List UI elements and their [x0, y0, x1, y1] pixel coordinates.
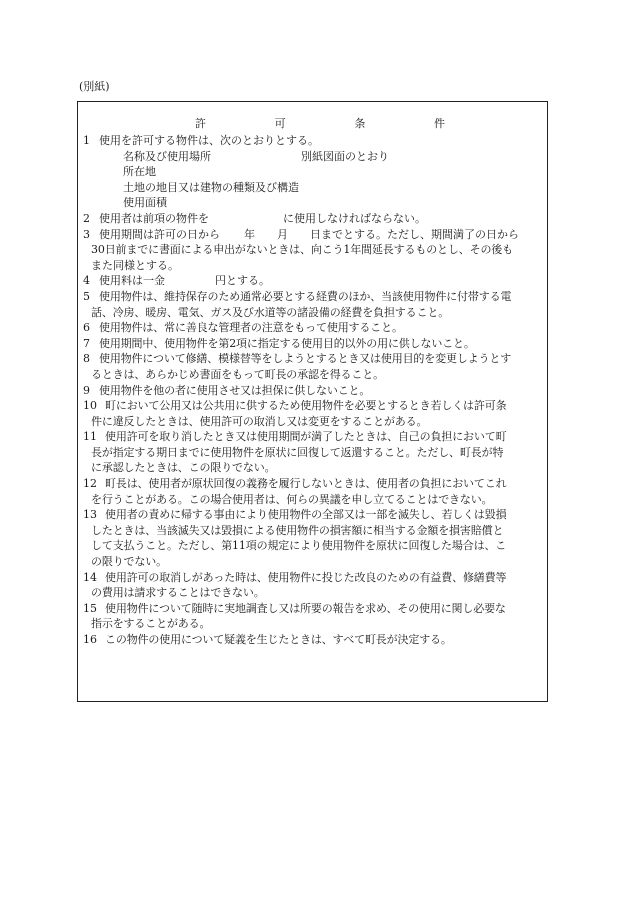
item-number: 12 [83, 477, 97, 491]
item-text: 使用物件は、維持保存のため通常必要とする経費のほか、当該使用物件に付帯する電 [99, 289, 512, 303]
item-text: に承認したときは、この限りでない。 [91, 461, 276, 475]
property-row [83, 149, 545, 165]
item-text: 使用を許可する物件は、次のとおりとする。 [99, 134, 319, 147]
item-text: 日までとする。ただし、期間満了の日から [310, 227, 519, 241]
item-text: に使用しなければならない。 [283, 211, 426, 225]
property-field-name: 名称及び使用場所 [123, 149, 211, 163]
item-text: したときは、当該滅失又は毀損による使用物件の損害額に相当する金額を損害賠償と [91, 523, 504, 537]
title-char: 可 [274, 117, 286, 130]
blank-day [288, 227, 310, 243]
item-number: 7 [83, 336, 90, 350]
item-number: 11 [83, 430, 97, 444]
item-number: 1 [83, 134, 90, 147]
condition-item [83, 289, 545, 305]
item-text: 使用許可を取り消したとき又は使用期間が満了したときは、自己の負担において町 [105, 430, 507, 444]
item-text: 使用期間は許可の日から [99, 227, 220, 241]
item-text: 使用物件について随時に実地調査し又は所要の報告を求め、その使用に関し必要な [105, 601, 506, 615]
item-text: 30日前までに書面による申出がないときは、向こう1年間延長するものとし、その後も [91, 243, 513, 257]
item-number: 9 [83, 383, 90, 397]
item-text: また同様とする。 [91, 258, 179, 272]
item-text: 年 [244, 227, 255, 241]
condition-item [83, 133, 545, 149]
item-text: を行うことがある。この場合使用者は、何らの異議を申し立てることはできない。 [91, 492, 493, 506]
property-row [83, 180, 545, 196]
condition-item [83, 336, 545, 352]
condition-item [83, 398, 545, 414]
condition-item [83, 429, 545, 445]
condition-item [83, 383, 545, 399]
item-text: 月 [277, 227, 288, 241]
property-row [83, 164, 545, 180]
property-field-name: 土地の地目又は建物の種類及び構造 [123, 180, 299, 194]
item-number: 10 [83, 399, 97, 413]
item-text: の限りでない。 [91, 555, 167, 569]
item-text: して支払うこと。ただし、第11項の規定により使用物件を原状に回復した場合は、こ [91, 539, 507, 553]
item-number: 3 [83, 227, 90, 241]
item-text: 使用物件は、常に善良な管理者の注意をもって使用すること。 [99, 321, 403, 335]
condition-item [83, 601, 545, 617]
title-char: 件 [433, 117, 445, 130]
blank-year [220, 227, 244, 243]
item-number: 4 [83, 274, 90, 288]
item-text: 件に違反したときは、使用許可の取消し又は変更をすることがある。 [91, 414, 428, 428]
item-number: 6 [83, 321, 90, 335]
title-char: 条 [354, 117, 366, 130]
title-char: 許 [195, 117, 206, 130]
condition-item [83, 227, 545, 243]
item-number: 8 [83, 352, 90, 366]
condition-item [83, 320, 545, 336]
item-number: 16 [83, 633, 97, 646]
item-text: 使用者は前項の物件を [99, 211, 209, 225]
item-text: 指示をすることがある。 [91, 617, 211, 631]
item-text: るときは、あらかじめ書面をもって町長の承認を得ること。 [91, 367, 384, 381]
condition-item [83, 351, 545, 367]
item-number: 5 [83, 289, 90, 303]
property-row [83, 195, 545, 211]
item-text: この物件の使用について疑義を生じたときは、すべて町長が決定する。 [105, 633, 452, 646]
property-field-value: 別紙図面のとおり [301, 149, 389, 163]
condition-item [83, 273, 545, 289]
item-text: 使用物件について修繕、模様替等をしようとするとき又は使用目的を変更しようとす [99, 352, 512, 366]
attachment-label: (別紙) [79, 80, 110, 93]
item-number: 13 [83, 508, 97, 522]
item-text: 町長は、使用者が原状回復の義務を履行しないときは、使用者の負担においてこれ [105, 477, 507, 491]
item-text: 長が指定する期日までに使用物件を原状に回復して返還すること。ただし、町長が特 [91, 445, 504, 459]
item-number: 15 [83, 601, 97, 615]
item-text: 円とする。 [215, 274, 270, 288]
item-text: 使用許可の取消しがあった時は、使用物件に投じた改良のための有益費、修繕費等 [105, 570, 507, 584]
blank-month [255, 227, 277, 243]
item-text: 話、冷房、暖房、電気、ガス及び水道等の諸設備の経費を負担すること。 [91, 305, 450, 319]
item-text: の費用は請求することはできない。 [91, 586, 265, 600]
conditions-rest [83, 289, 545, 648]
item-number: 14 [83, 570, 97, 584]
item-text: 使用物件を他の者に使用させ又は担保に供しないこと。 [99, 383, 371, 397]
property-field-name: 使用面積 [123, 196, 167, 210]
item-text: 使用期間中、使用物件を第2項に指定する使用目的以外の用に供しないこと。 [99, 336, 475, 350]
item-number: 2 [83, 211, 90, 225]
item-text: 使用料は一金 [99, 274, 165, 288]
condition-item [83, 211, 545, 227]
blank-fee [165, 273, 215, 289]
document-title [195, 117, 445, 131]
blank-purpose [209, 211, 283, 227]
condition-item [83, 476, 545, 492]
condition-item [83, 632, 545, 648]
item-text: 町において公用又は公共用に供するため使用物件を必要とするとき若しくは許可条 [105, 399, 507, 413]
property-field-name: 所在地 [123, 165, 156, 179]
conditions-list [83, 133, 545, 648]
condition-item [83, 570, 545, 586]
item-text: 使用者の責めに帰する事由により使用物件の全部又は一部を滅失し、若しくは毀損 [105, 508, 507, 522]
condition-item [83, 507, 545, 523]
